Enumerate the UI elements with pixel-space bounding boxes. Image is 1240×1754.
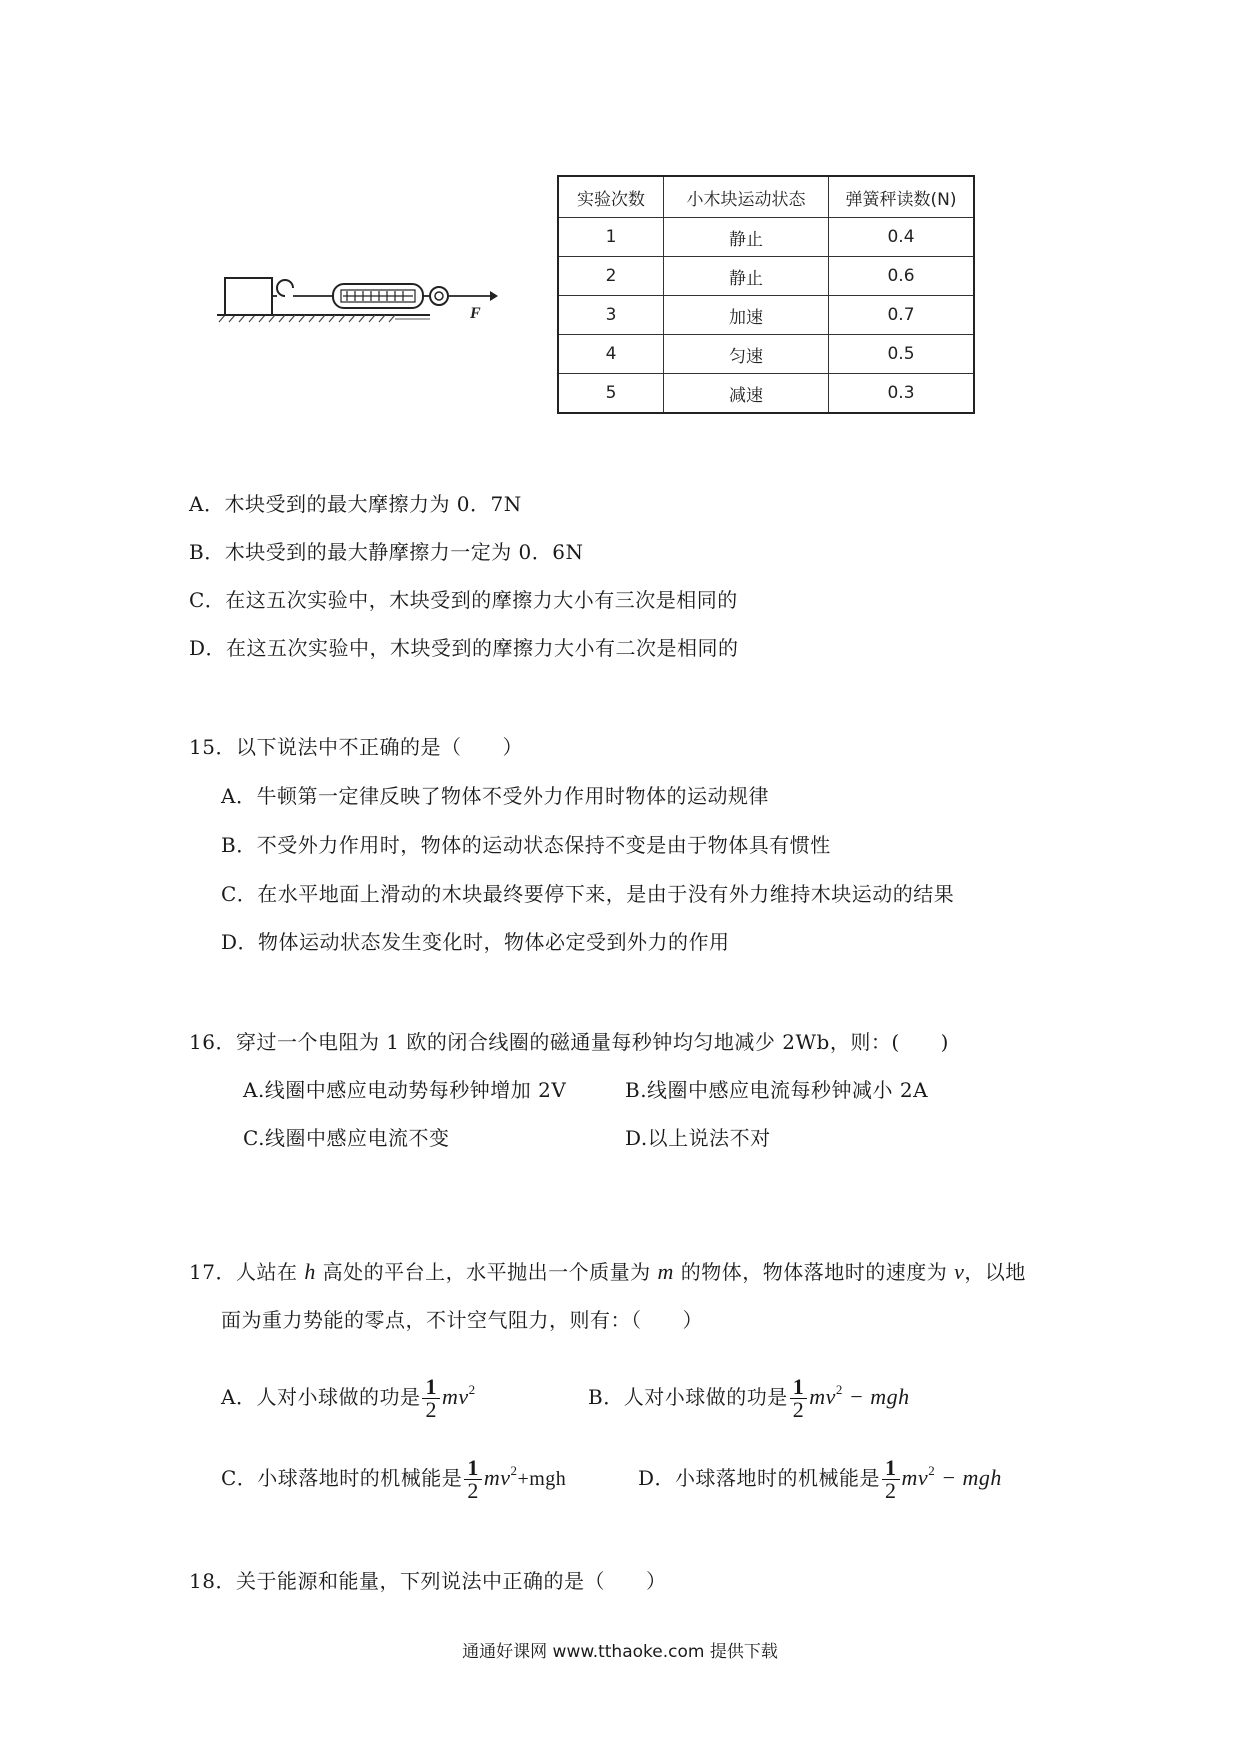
var-v: v xyxy=(954,1259,965,1284)
table-cell: 4 xyxy=(558,335,664,374)
q17-option-a-text: A．人对小球做的功是 xyxy=(221,1385,421,1409)
table-header-cell: 实验次数 xyxy=(558,176,664,218)
exponent: 2 xyxy=(835,1382,843,1397)
q14-option-a: A．木块受到的最大摩擦力为 0．7N xyxy=(189,492,522,516)
q17-title-part: 17．人站在 xyxy=(189,1260,305,1284)
formula-minus-mgh: − mgh xyxy=(842,1384,910,1409)
table-cell: 1 xyxy=(558,218,664,257)
exponent: 2 xyxy=(468,1382,476,1397)
wooden-block xyxy=(225,278,272,315)
q15-option-a: A．牛顿第一定律反映了物体不受外力作用时物体的运动规律 xyxy=(221,784,769,808)
q15-option-b: B．不受外力作用时，物体的运动状态保持不变是由于物体具有惯性 xyxy=(221,833,831,857)
q14-option-d: D．在这五次实验中，木块受到的摩擦力大小有二次是相同的 xyxy=(189,636,739,660)
table-cell: 5 xyxy=(558,374,664,414)
q17-option-d-text: D．小球落地时的机械能是 xyxy=(638,1466,881,1490)
q18-title: 18．关于能源和能量，下列说法中正确的是（ ） xyxy=(189,1569,667,1593)
q16-title: 16．穿过一个电阻为 1 欧的闭合线圈的磁通量每秒钟均匀地减少 2Wb，则：( ) xyxy=(189,1030,949,1054)
formula-mv: mv xyxy=(483,1465,511,1490)
q17-title-part: 高处的平台上，水平抛出一个质量为 xyxy=(315,1260,658,1284)
q14-option-c: C．在这五次实验中，木块受到的摩擦力大小有三次是相同的 xyxy=(189,588,738,612)
table-cell: 静止 xyxy=(664,218,829,257)
q17-title-part: ，以地 xyxy=(964,1260,1026,1284)
q15-option-c: C．在水平地面上滑动的木块最终要停下来，是由于没有外力维持木块运动的结果 xyxy=(221,882,955,906)
q17-option-b xyxy=(588,1362,910,1425)
table-row xyxy=(558,374,974,414)
formula-mv: mv xyxy=(809,1384,836,1409)
table-cell: 0.7 xyxy=(829,296,975,335)
table-cell: 0.5 xyxy=(829,335,975,374)
q17-title-line1 xyxy=(189,1258,1026,1286)
table-row xyxy=(558,335,974,374)
force-label: F xyxy=(470,305,481,322)
fraction-one-half: $\frac{1}{2}$ xyxy=(422,1376,440,1421)
table-row xyxy=(558,296,974,335)
table-cell: 0.6 xyxy=(829,257,975,296)
table-cell: 加速 xyxy=(664,296,829,335)
table-row xyxy=(558,218,974,257)
formula-mv: mv xyxy=(901,1465,929,1490)
table-cell: 2 xyxy=(558,257,664,296)
experiment-table xyxy=(557,175,975,414)
exponent: 2 xyxy=(510,1463,518,1478)
table-cell: 3 xyxy=(558,296,664,335)
formula-minus-mgh: − mgh xyxy=(935,1465,1002,1490)
q15-option-d: D．物体运动状态发生变化时，物体必定受到外力的作用 xyxy=(221,930,730,954)
fraction-one-half: $\frac{1}{2}$ xyxy=(790,1376,808,1421)
q15-title: 15．以下说法中不正确的是（ ） xyxy=(189,735,523,759)
table-row xyxy=(558,257,974,296)
q17-option-c xyxy=(221,1443,566,1507)
var-h: h xyxy=(304,1259,316,1284)
table-cell: 匀速 xyxy=(664,335,829,374)
spring-scale-apparatus-figure xyxy=(215,270,500,340)
table-cell: 0.3 xyxy=(829,374,975,414)
q17-option-c-text: C．小球落地时的机械能是 xyxy=(221,1466,463,1490)
q16-option-b: B.线圈中感应电流每秒钟减小 2A xyxy=(625,1078,929,1102)
formula-plus-mgh: +mgh xyxy=(517,1468,567,1490)
q16-option-d: D.以上说法不对 xyxy=(625,1126,771,1150)
fraction-one-half: $\frac{1}{2}$ xyxy=(464,1457,482,1502)
q14-option-b: B．木块受到的最大静摩擦力一定为 0．6N xyxy=(189,540,584,564)
table-cell: 静止 xyxy=(664,257,829,296)
q17-option-a xyxy=(221,1362,476,1425)
q17-option-b-text: B．人对小球做的功是 xyxy=(588,1385,788,1409)
formula-mv: mv xyxy=(441,1384,469,1409)
q17-title-part: 的物体，物体落地时的速度为 xyxy=(673,1260,955,1284)
exponent: 2 xyxy=(928,1463,936,1478)
table-cell: 0.4 xyxy=(829,218,975,257)
fraction-one-half: $\frac{1}{2}$ xyxy=(882,1457,900,1502)
q16-option-c: C.线圈中感应电流不变 xyxy=(243,1126,450,1150)
var-m: m xyxy=(657,1259,674,1284)
page-footer: 通通好课网 www.tthaoke.com 提供下载 xyxy=(462,1642,778,1662)
table-header-row xyxy=(558,176,974,218)
table-header-cell: 小木块运动状态 xyxy=(664,176,829,218)
table-header-cell: 弹簧秤读数(N) xyxy=(829,176,975,218)
q16-option-a: A.线圈中感应电动势每秒钟增加 2V xyxy=(243,1078,567,1102)
table-cell: 减速 xyxy=(664,374,829,414)
q17-title-line2: 面为重力势能的零点，不计空气阻力，则有：（ ） xyxy=(221,1308,703,1332)
q17-option-d xyxy=(638,1443,1002,1506)
